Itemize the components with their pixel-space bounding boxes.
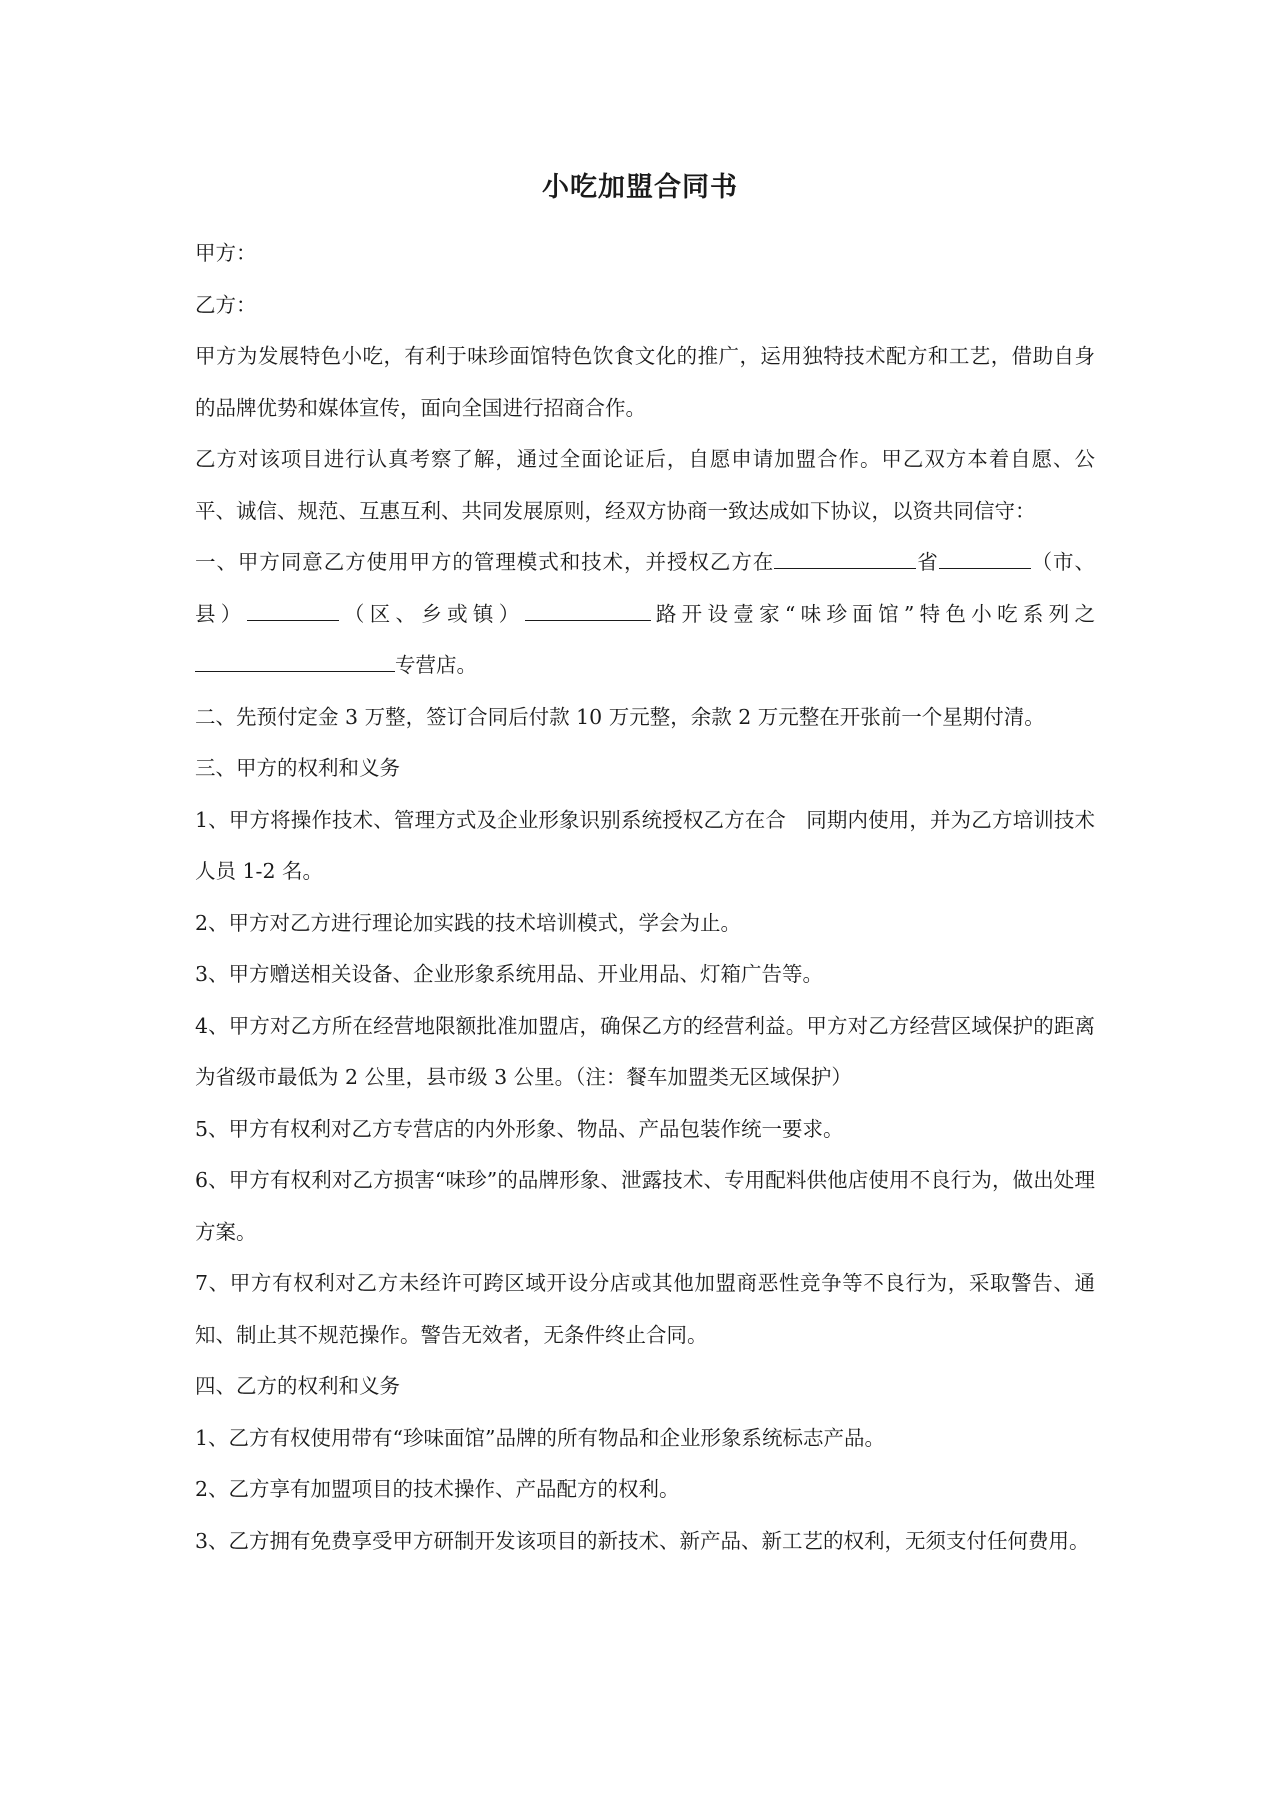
section-3-item-6: 6、甲方有权利对乙方损害“味珍”的品牌形象、泄露技术、专用配料供他店使用不良行为，做出处理方案。 xyxy=(195,1168,1095,1244)
section-3-item-4: 4、甲方对乙方所在经营地限额批准加盟店，确保乙方的经营利益。甲方对乙方经营区域保护的距离为省级市最低为 2 公里，县市级 3 公里。（注：餐车加盟类无区域保护） xyxy=(195,1013,1095,1089)
party-b-line: 乙方： xyxy=(195,292,257,317)
clause-1-text-3: （市、县） xyxy=(195,550,1095,626)
section-4-item-2: 2、乙方享有加盟项目的技术操作、产品配方的权利。 xyxy=(195,1477,680,1501)
section-3-heading: 三、甲方的权利和义务 xyxy=(195,756,400,780)
clause-1-paragraph xyxy=(195,537,1095,692)
document-body xyxy=(195,228,1095,1567)
section-3-item-3: 3、甲方赠送相关设备、企业形象系统用品、开业用品、灯箱广告等。 xyxy=(195,962,824,986)
section-3-item-1-text-a: 1、甲方将操作技术、管理方式及企业形象识别系统授权乙方在合 xyxy=(195,807,787,832)
section-4-heading: 四、乙方的权利和义务 xyxy=(195,1374,400,1398)
clause-1-text-6: 专营店。 xyxy=(395,653,477,677)
clause-1-text-4: （区、乡或镇） xyxy=(338,601,525,626)
section-3-item-1-text-b: 同期内使用，并为乙方培训技术人员 1-2 名。 xyxy=(195,807,1095,883)
party-a-line: 甲方： xyxy=(195,241,257,265)
section-3-item-1 xyxy=(195,795,1095,898)
road-blank xyxy=(525,592,651,621)
section-3-item-7: 7、甲方有权利对乙方未经许可跨区域开设分店或其他加盟商恶性竞争等不良行为，采取警告、通知、制止其不规范操作。警告无效者，无条件终止合同。 xyxy=(195,1271,1095,1347)
section-4-item-3: 3、乙方拥有免费享受甲方研制开发该项目的新技术、新产品、新工艺的权利，无须支付任何费用。 xyxy=(195,1528,1090,1553)
section-3-item-5: 5、甲方有权利对乙方专营店的内外形象、物品、产品包装作统一要求。 xyxy=(195,1116,844,1141)
intro-paragraph-1: 甲方为发展特色小吃，有利于味珍面馆特色饮食文化的推广，运用独特技术配方和工艺，借助自身的品牌优势和媒体宣传，面向全国进行招商合作。 xyxy=(195,344,1095,420)
intro-paragraph-2: 乙方对该项目进行认真考察了解，通过全面论证后，自愿申请加盟合作。甲乙双方本着自愿、公平、诚信、规范、互惠互利、共同发展原则，经双方协商一致达成如下协议，以资共同信守： xyxy=(195,447,1095,523)
district-blank xyxy=(247,592,339,621)
section-3-item-2: 2、甲方对乙方进行理论加实践的技术培训模式，学会为止。 xyxy=(195,910,742,935)
section-4-item-1: 1、乙方有权使用带有“珍味面馆”品牌的所有物品和企业形象系统标志产品。 xyxy=(195,1425,886,1450)
clause-1-text-5: 路开设壹家“味珍面馆”特色小吃系列之 xyxy=(650,601,1095,626)
document-title: 小吃加盟合同书 xyxy=(542,172,738,203)
store-name-blank xyxy=(195,643,395,672)
clause-2-paragraph: 二、先预付定金 3 万整，签订合同后付款 10 万元整，余款 2 万元整在开张前一个星期付清。 xyxy=(195,704,1045,729)
city-blank xyxy=(939,540,1031,569)
clause-1-text-1: 一、甲方同意乙方使用甲方的管理模式和技术，并授权乙方在 xyxy=(195,550,775,574)
province-blank xyxy=(774,540,916,569)
clause-1-text-2: 省 xyxy=(916,550,939,574)
